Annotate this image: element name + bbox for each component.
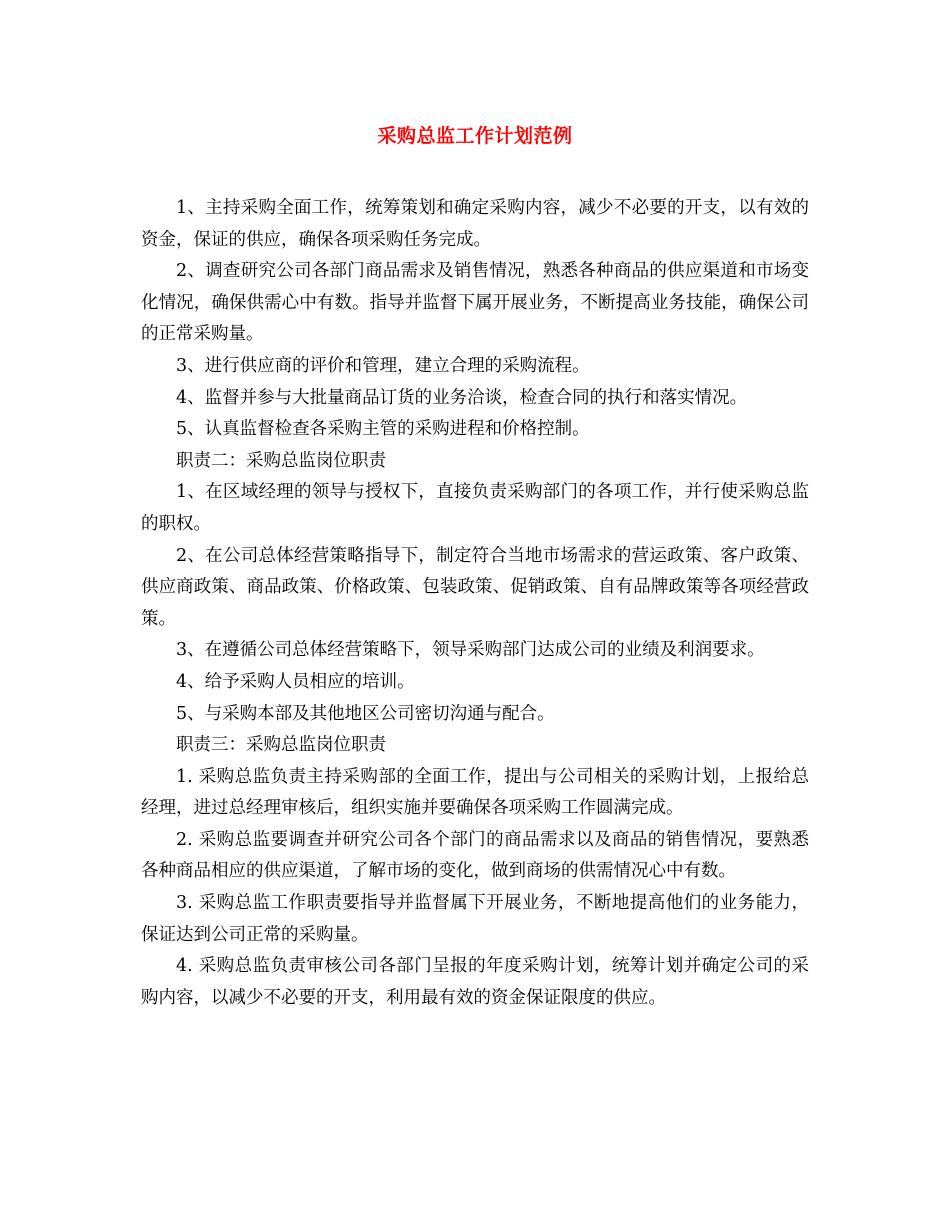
section-heading: 职责三：采购总监岗位职责 [176,735,386,756]
paragraph: 2、在公司总体经营策略指导下，制定符合当地市场需求的营运政策、客户政策、供应商政策、商品政策、价格政策、包装政策、促销政策、自有品牌政策等各项经营政策。 [141,545,809,629]
paragraph: 3、在遵循公司总体经营策略下，领导采购部门达成公司的业绩及利润要求。 [176,640,765,661]
paragraph: 5、认真监督检查各采购主管的采购进程和价格控制。 [176,419,590,440]
document-body [141,193,809,1014]
paragraph: 3. 采购总监工作职责要指导并监督属下开展业务，不断地提高他们的业务能力，保证达到公司正常的采购量。 [141,893,809,945]
section-heading: 职责二：采购总监岗位职责 [176,450,386,471]
paragraph: 2、调查研究公司各部门商品需求及销售情况，熟悉各种商品的供应渠道和市场变化情况，确保供需心中有数。指导并监督下属开展业务，不断提高业务技能，确保公司的正常采购量。 [141,261,809,345]
paragraph: 2. 采购总监要调查并研究公司各个部门的商品需求以及商品的销售情况，要熟悉各种商品相应的供应渠道，了解市场的变化，做到商场的供需情况心中有数。 [141,829,809,882]
paragraph: 3、进行供应商的评价和管理，建立合理的采购流程。 [176,355,590,376]
paragraph: 4. 采购总监负责审核公司各部门呈报的年度采购计划，统筹计划并确定公司的采购内容，以减少不必要的开支，利用最有效的资金保证限度的供应。 [141,956,809,1008]
paragraph: 1、主持采购全面工作，统筹策划和确定采购内容，减少不必要的开支，以有效的资金，保证的供应，确保各项采购任务完成。 [141,198,809,250]
paragraph: 1、在区域经理的领导与授权下，直接负责采购部门的各项工作，并行使采购总监的职权。 [141,482,809,534]
document-title: 采购总监工作计划范例 [377,125,573,147]
paragraph: 1. 采购总监负责主持采购部的全面工作，提出与公司相关的采购计划，上报给总经理，进过总经理审核后，组织实施并要确保各项采购工作圆满完成。 [141,766,809,819]
paragraph: 4、给予采购人员相应的培训。 [176,671,415,692]
paragraph: 4、监督并参与大批量商品订货的业务洽谈，检查合同的执行和落实情况。 [176,387,748,408]
paragraph: 5、与采购本部及其他地区公司密切沟通与配合。 [176,703,555,724]
